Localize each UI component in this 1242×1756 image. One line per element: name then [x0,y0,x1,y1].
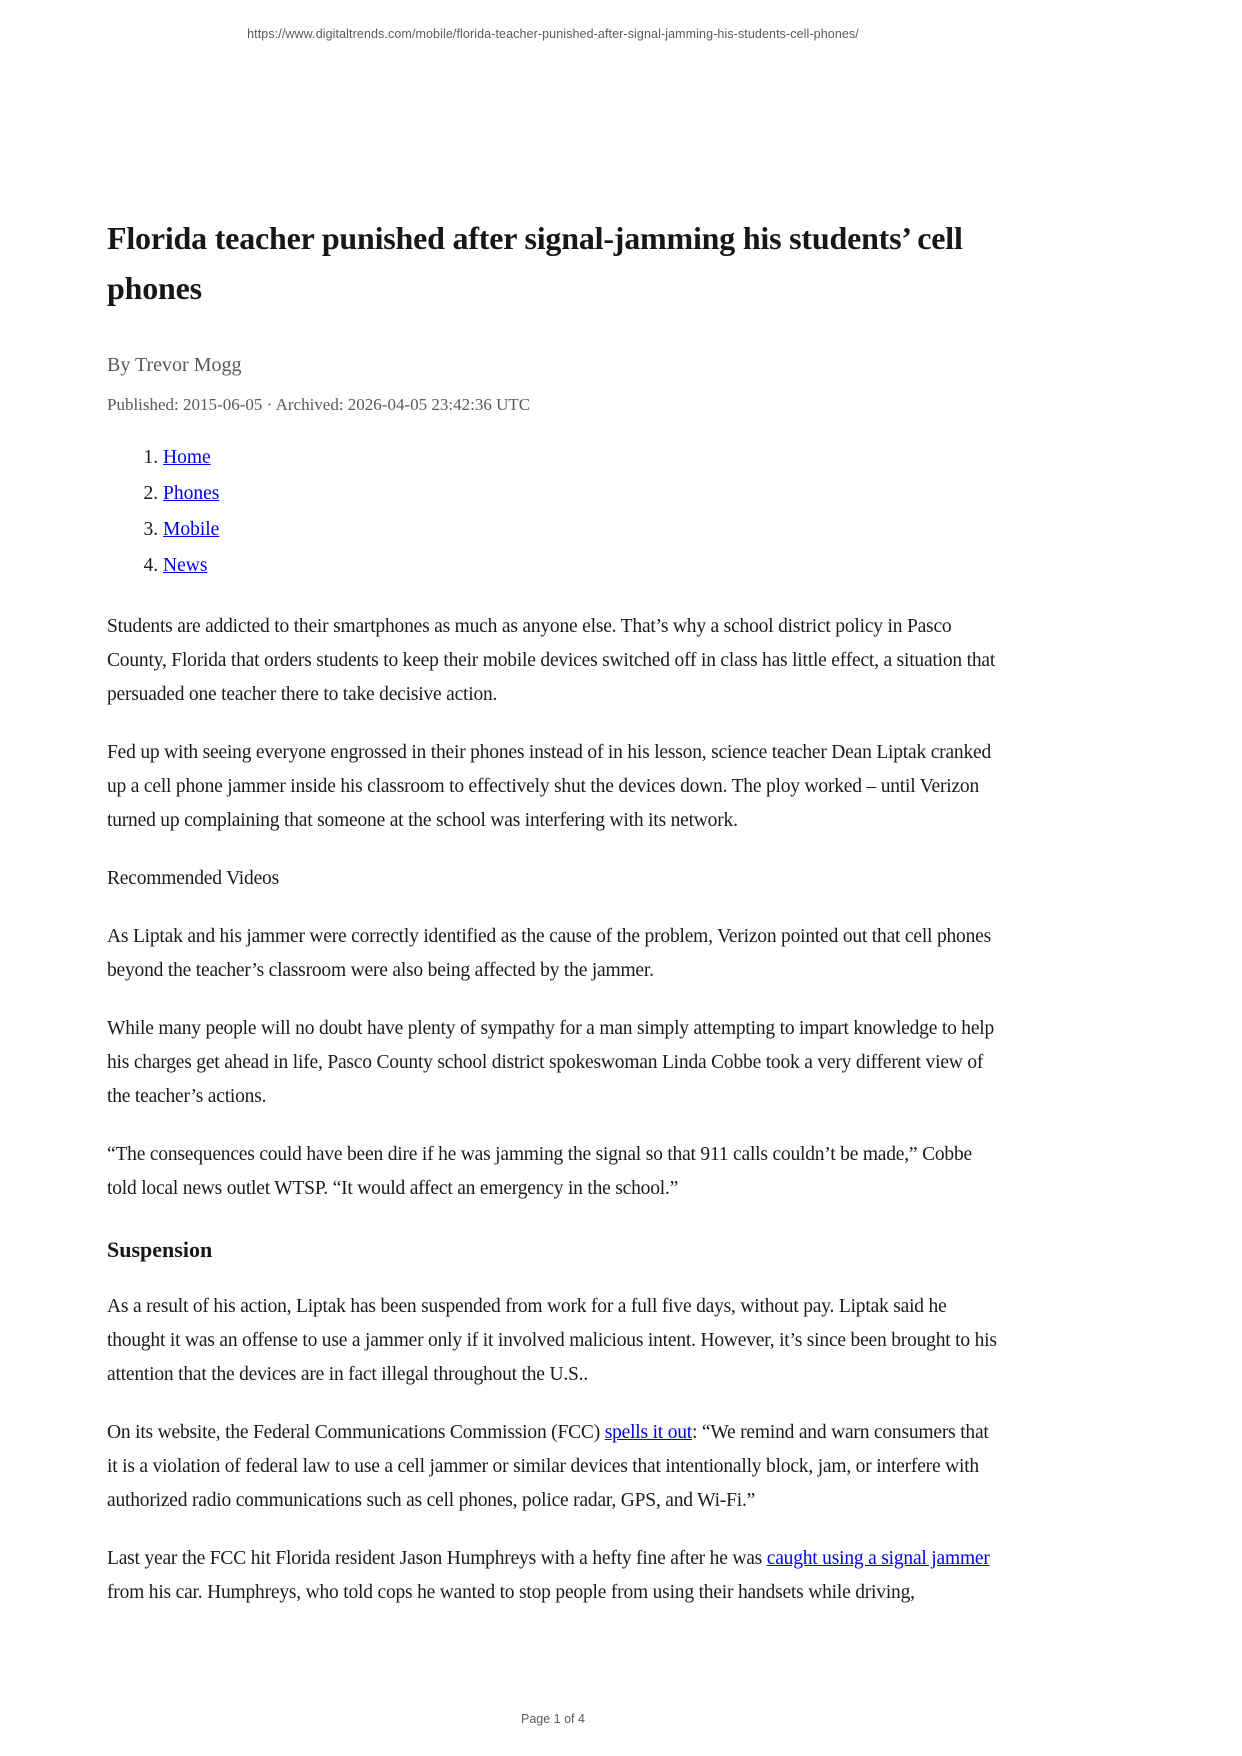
article [107,213,999,1610]
breadcrumb-link-home[interactable]: Home [163,447,211,468]
breadcrumb-link-mobile[interactable]: Mobile [163,519,220,540]
breadcrumb-link-news[interactable]: News [163,555,208,576]
breadcrumb-item [163,476,999,512]
page-url-header: https://www.digitaltrends.com/mobile/florida-teacher-punished-after-signal-jamming-his-students-cell-phones/ [247,27,859,41]
article-byline: By Trevor Mogg [107,354,242,376]
breadcrumb-link-phones[interactable]: Phones [163,483,220,504]
breadcrumb-item [163,440,999,476]
published-archived-line: Published: 2015-06-05 · Archived: 2026-04-05 23:42:36 UTC [107,395,531,414]
paragraph-quote: “The consequences could have been dire if he was jamming the signal so that 911 calls couldn’t be made,” Cobbe told local news outlet WTSP. “It would affect an emergency in the school.” [107,1144,972,1199]
link-caught-using-a-signal-jammer[interactable]: caught using a signal jammer [766,1548,990,1569]
link-spells-it-out[interactable]: spells it out [604,1422,693,1443]
heading-suspension: Suspension [107,1237,213,1262]
paragraph-jammer-setup: Fed up with seeing everyone engrossed in their phones instead of in his lesson, science teacher Dean Liptak cranked up a cell phone jammer inside his classroom to effectively shut the devices down. The ploy worked – until Verizon turned up complaining that someone at the school was interfering with its network. [107,742,992,831]
paragraph-verizon: As Liptak and his jammer were correctly identified as the cause of the problem, Verizon pointed out that cell phones beyond the teacher’s classroom were also being affected by the jammer. [107,926,991,981]
fcc-text-before-link: On its website, the Federal Communications Commission (FCC) [107,1422,605,1443]
page-number-footer: Page 1 of 4 [521,1712,585,1726]
paragraph-humphreys [107,1542,999,1610]
humphreys-text-after-link: from his car. Humphreys, who told cops he wanted to stop people from using their handsets while driving, [107,1582,915,1603]
paragraph-recommended-videos: Recommended Videos [107,868,279,889]
fcc-text-after-link: : “We remind and warn consumers that it is a violation of federal law to use a cell jammer or similar devices that intentionally block, jam, or interfere with authorized radio communications such as cell phones, police radar, GPS, and Wi-Fi.” [107,1422,989,1511]
paragraph-fcc-warning [107,1416,999,1518]
breadcrumb-list [107,440,999,584]
paragraph-spokeswoman: While many people will no doubt have plenty of sympathy for a man simply attempting to impart knowledge to help his charges get ahead in life, Pasco County school district spokeswoman Linda Cobbe took a very different view of the teacher’s actions. [107,1018,995,1107]
paragraph-suspension-details: As a result of his action, Liptak has been suspended from work for a full five days, without pay. Liptak said he thought it was an offense to use a jammer only if it involved malicious intent. However, it’s since been brought to his attention that the devices are in fact illegal throughout the U.S.. [107,1296,997,1385]
breadcrumb-item [163,548,999,584]
article-title: Florida teacher punished after signal-jamming his students’ cell phones [107,220,963,306]
breadcrumb-item [163,512,999,548]
humphreys-text-before-link: Last year the FCC hit Florida resident Jason Humphreys with a hefty fine after he was [107,1548,767,1569]
paragraph-intro: Students are addicted to their smartphones as much as anyone else. That’s why a school district policy in Pasco County, Florida that orders students to keep their mobile devices switched off in class has little effect, a situation that persuaded one teacher there to take decisive action. [107,616,996,705]
